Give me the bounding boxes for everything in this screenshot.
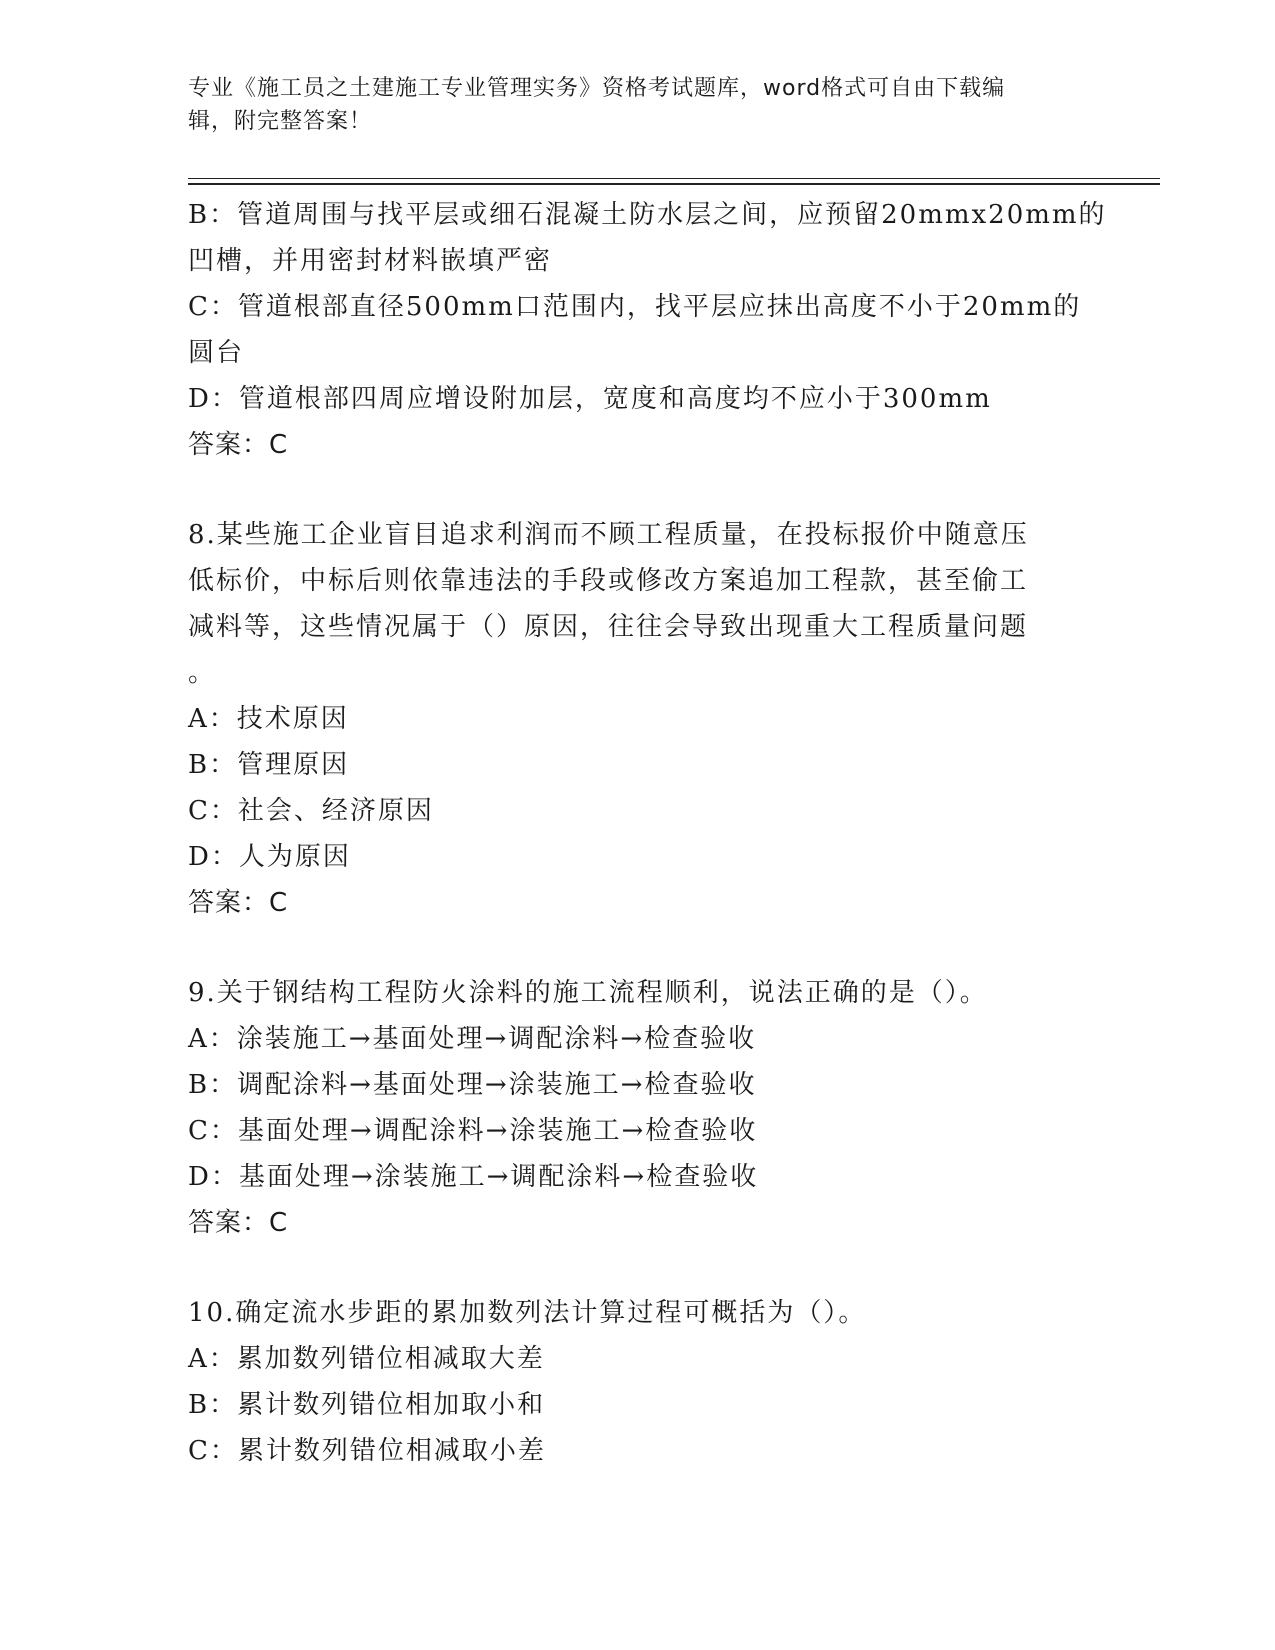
option-b: B：管理原因 (188, 750, 350, 780)
answer: 答案：C (188, 430, 289, 460)
option-b: B：调配涂料→基面处理→涂装施工→检查验收 (188, 1070, 757, 1100)
option-a: A：技术原因 (188, 704, 349, 734)
question-text-continued: 减料等，这些情况属于（）原因，往往会导致出现重大工程质量问题 (188, 612, 1029, 642)
answer: 答案：C (188, 1208, 289, 1238)
header-line-1: 专业《施工员之土建施工专业管理实务》资格考试题库，word格式可自由下载编 (188, 76, 1006, 101)
option-d: D：基面处理→涂装施工→调配涂料→检查验收 (188, 1162, 759, 1192)
option-c-continued: 圆台 (188, 338, 245, 368)
option-c: C：管道根部直径500mm口范围内，找平层应抹出高度不小于20mm的 (188, 292, 1082, 322)
option-b: B：累计数列错位相加取小和 (188, 1390, 546, 1420)
question-text: 8.某些施工企业盲目追求利润而不顾工程质量，在投标报价中随意压 (188, 520, 1029, 550)
header-divider-thin (188, 178, 1160, 179)
header-divider-thick (188, 183, 1160, 185)
question-text-continued: 。 (188, 658, 217, 688)
option-c: C：社会、经济原因 (188, 796, 434, 826)
question-text: 10.确定流水步距的累加数列法计算过程可概括为（）。 (188, 1298, 867, 1328)
option-d: D：管道根部四周应增设附加层，宽度和高度均不应小于300mm (188, 384, 992, 414)
question-list (188, 192, 1107, 1474)
question-10 (188, 1290, 1088, 1474)
question-text: 9.关于钢结构工程防火涂料的施工流程顺利，说法正确的是（）。 (188, 978, 988, 1008)
answer: 答案：C (188, 888, 289, 918)
header-line-2: 辑，附完整答案！ (188, 109, 373, 134)
question-8 (188, 512, 1088, 926)
option-b-continued: 凹槽，并用密封材料嵌填严密 (188, 246, 553, 276)
option-a: A：累加数列错位相减取大差 (188, 1344, 545, 1374)
question-text-continued: 低标价，中标后则依靠违法的手段或修改方案追加工程款，甚至偷工 (188, 566, 1029, 596)
option-c: C：基面处理→调配涂料→涂装施工→检查验收 (188, 1116, 758, 1146)
document-header (188, 72, 1068, 138)
option-c: C：累计数列错位相减取小差 (188, 1436, 546, 1466)
option-b: B：管道周围与找平层或细石混凝土防水层之间，应预留20mmx20mm的 (188, 200, 1107, 230)
option-a: A：涂装施工→基面处理→调配涂料→检查验收 (188, 1024, 757, 1054)
question-7-tail (188, 192, 1107, 468)
question-9 (188, 970, 1088, 1246)
option-d: D：人为原因 (188, 842, 351, 872)
